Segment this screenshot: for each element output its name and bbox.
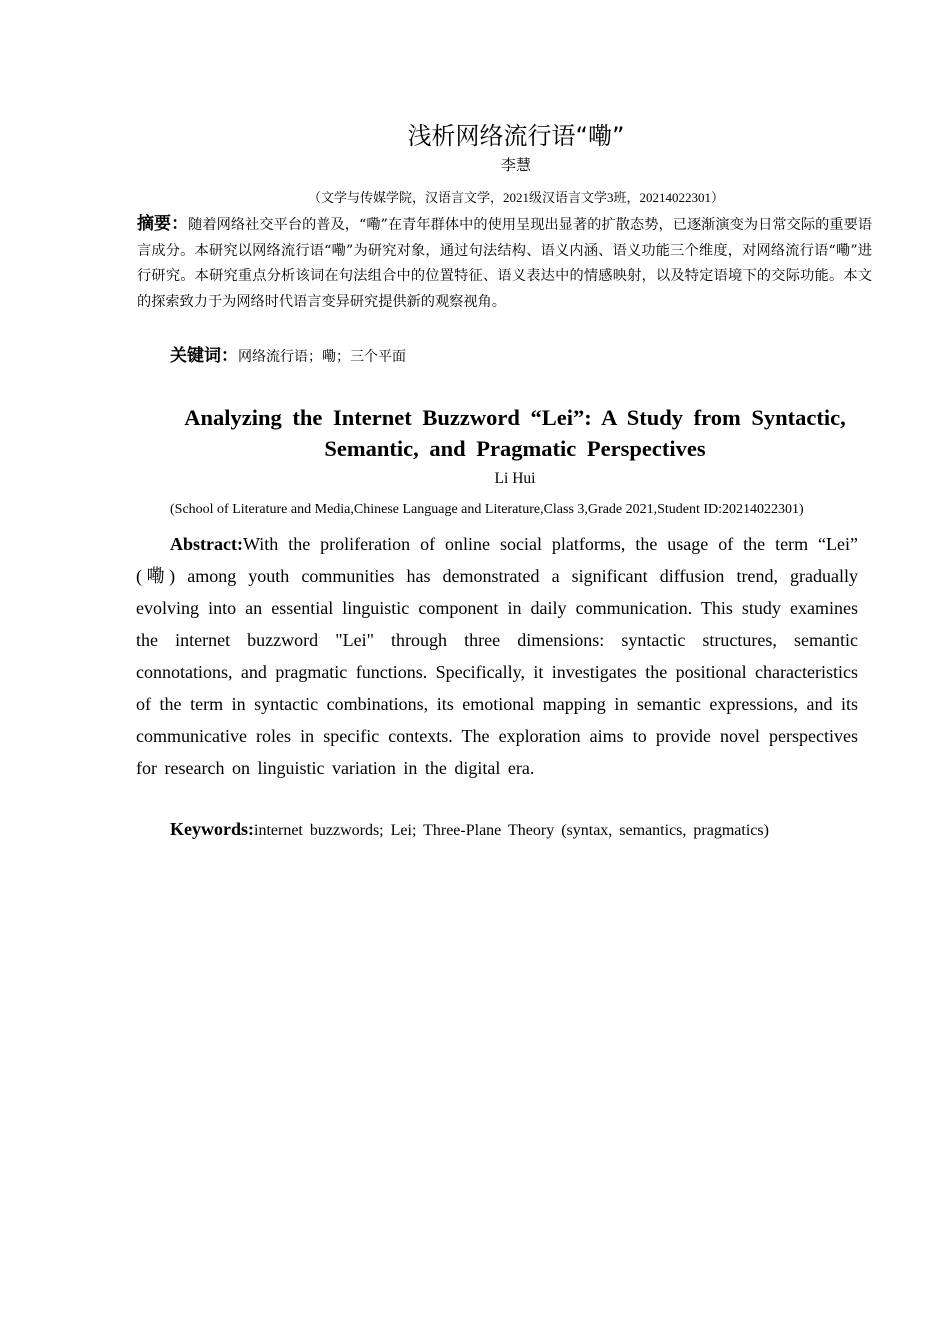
- chinese-abstract: [137, 212, 872, 315]
- english-affiliation: (School of Literature and Media,Chinese Language and Literature,Class 3,Grade 2021,Student ID:20214022301): [170, 502, 804, 517]
- english-keywords-text: internet buzzwords; Lei; Three-Plane Theory (syntax, semantics, pragmatics): [254, 822, 769, 839]
- chinese-abstract-label: 摘要：: [137, 214, 189, 234]
- english-abstract-text: With the proliferation of online social platforms, the usage of the term “Lei” (嘞) among youth communities has demonstrated a significant diffusion trend, gradually evolving into an essential linguistic component in daily communication. This study examines the internet buzzword "Lei" through three dimensions: syntactic structures, semantic connotations, and pragmatic functions. Specifically, it investigates the positional characteristics of the term in syntactic combinations, its emotional mapping in semantic expressions, and its communicative roles in specific contexts. The exploration aims to provide novel perspectives for research on linguistic variation in the digital era.: [136, 534, 858, 778]
- english-title: Analyzing the Internet Buzzword “Lei”: A Study from Syntactic, Semantic, and Pragmatic Perspectives: [184, 405, 846, 461]
- chinese-abstract-text: 随着网络社交平台的普及，“嘞”在青年群体中的使用呈现出显著的扩散态势，已逐渐演变为日常交际的重要语言成分。本研究以网络流行语“嘞”为研究对象，通过句法结构、语义内涵、语义功能三个维度，对网络流行语“嘞”进行研究。本研究重点分析该词在句法组合中的位置特征、语义表达中的情感映射，以及特定语境下的交际功能。本文的探索致力于为网络时代语言变异研究提供新的观察视角。: [137, 217, 873, 310]
- chinese-keywords: [170, 341, 406, 366]
- english-abstract-label: Abstract:: [170, 534, 243, 554]
- chinese-title: 浅析网络流行语“嘞”: [407, 122, 625, 150]
- english-keywords-label: Keywords:: [170, 819, 254, 839]
- chinese-keywords-label: 关键词：: [170, 346, 238, 366]
- english-abstract: [136, 528, 858, 784]
- english-author: Li Hui: [494, 470, 536, 487]
- english-keywords: [170, 819, 769, 840]
- chinese-author: 李慧: [500, 156, 531, 174]
- chinese-keywords-text: 网络流行语；嘞；三个平面: [238, 349, 406, 365]
- chinese-affiliation: （文学与传媒学院，汉语言文学，2021级汉语言文学3班，20214022301）: [307, 190, 724, 205]
